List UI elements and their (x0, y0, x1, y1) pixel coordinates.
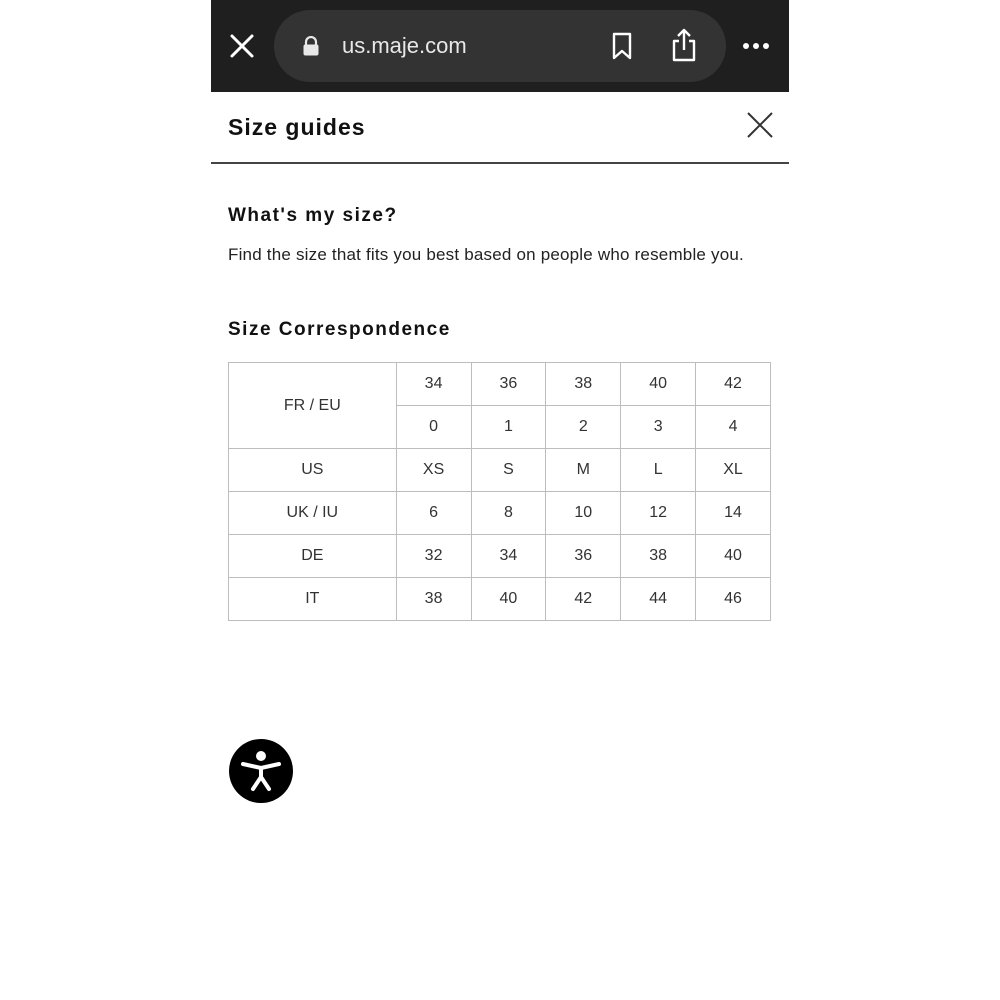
table-cell: 38 (621, 535, 696, 578)
table-row (229, 535, 771, 578)
address-bar[interactable] (274, 10, 726, 82)
table-cell: 40 (696, 535, 771, 578)
table-cell: 42 (546, 578, 621, 621)
table-cell: 44 (621, 578, 696, 621)
close-icon[interactable] (229, 33, 255, 59)
table-cell: 3 (621, 406, 696, 449)
size-guide-header (211, 92, 789, 164)
table-cell: 4 (696, 406, 771, 449)
page-title: Size guides (228, 114, 366, 140)
table-cell: 46 (696, 578, 771, 621)
table-cell: 0 (396, 406, 471, 449)
table-row (229, 492, 771, 535)
table-cell: XS (396, 449, 471, 492)
size-description: Find the size that fits you best based on people who resemble you. (228, 245, 744, 264)
size-heading: What's my size? (228, 205, 398, 226)
table-cell: 34 (396, 363, 471, 406)
row-label: FR / EU (229, 363, 397, 449)
table-row (229, 363, 771, 406)
correspondence-heading: Size Correspondence (228, 319, 451, 340)
table-row (229, 449, 771, 492)
accessibility-icon (229, 739, 293, 803)
table-cell: 1 (471, 406, 546, 449)
row-label: UK / IU (229, 492, 397, 535)
table-cell: 40 (471, 578, 546, 621)
phone-screen (211, 0, 789, 1000)
row-label: IT (229, 578, 397, 621)
bookmark-icon[interactable] (610, 32, 634, 60)
table-cell: 38 (396, 578, 471, 621)
table-cell: 6 (396, 492, 471, 535)
lock-icon (302, 36, 320, 56)
table-cell: 36 (471, 363, 546, 406)
row-label: US (229, 449, 397, 492)
table-cell: 42 (696, 363, 771, 406)
size-table (228, 362, 771, 621)
table-cell: 32 (396, 535, 471, 578)
more-icon[interactable] (741, 36, 771, 56)
table-cell: L (621, 449, 696, 492)
table-cell: 2 (546, 406, 621, 449)
table-cell: 38 (546, 363, 621, 406)
table-cell: 12 (621, 492, 696, 535)
table-cell: 14 (696, 492, 771, 535)
table-cell: M (546, 449, 621, 492)
table-row (229, 578, 771, 621)
table-cell: 34 (471, 535, 546, 578)
share-icon[interactable] (670, 28, 698, 62)
table-cell: 40 (621, 363, 696, 406)
table-cell: S (471, 449, 546, 492)
table-cell: XL (696, 449, 771, 492)
table-cell: 36 (546, 535, 621, 578)
url-text: us.maje.com (342, 33, 467, 58)
close-icon[interactable] (745, 110, 775, 140)
table-cell: 8 (471, 492, 546, 535)
browser-toolbar (211, 0, 789, 92)
table-cell: 10 (546, 492, 621, 535)
accessibility-button[interactable] (229, 739, 293, 803)
row-label: DE (229, 535, 397, 578)
